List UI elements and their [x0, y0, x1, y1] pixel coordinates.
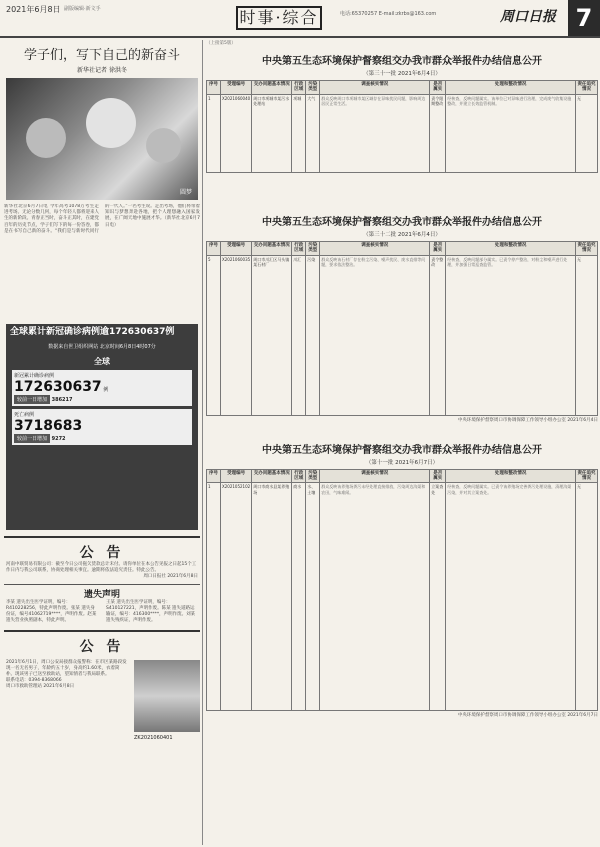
photo-id: ZK2021060401	[134, 735, 173, 741]
newspaper-logo: 周口日报	[500, 9, 556, 25]
announcement-2-footer: 中央环境保护督察周口市协调保障工作领导小组办公室 2021年6月4日	[457, 417, 598, 423]
cell-result: 经核查，反映问题属实。已责令该养殖场完善粪污处理设施，清理沟渠污染，并对其立案查处。	[446, 483, 576, 711]
person-photo	[134, 660, 200, 741]
cell-account: 无	[576, 94, 598, 172]
cell-true: 立案查处	[430, 483, 446, 711]
col-header: 交办问题基本情况	[252, 81, 292, 95]
announcement-1-table	[206, 80, 598, 173]
deaths-box	[12, 409, 192, 445]
cell-account: 无	[576, 255, 598, 415]
cell-area: 项城	[292, 94, 306, 172]
col-header: 调查核实情况	[320, 241, 430, 255]
notice-heading: 公 告	[4, 536, 200, 562]
covid-title: 全球累计新冠确诊病例逾172630637例	[10, 327, 175, 337]
col-header: 是否属实	[430, 241, 446, 255]
col-header: 受理编号	[221, 469, 252, 483]
photo-caption: 圆梦	[179, 189, 192, 196]
essay-author: 新华社记者 徐洪冬	[77, 67, 127, 74]
col-header: 责任追究情况	[577, 470, 596, 482]
cell-result: 经核查，反映问题部分属实。已责令停产整治，对粉尘和噪声进行处理，并加强日常巡查监管。	[446, 255, 576, 415]
cell-id: X2021052102	[221, 483, 252, 711]
col-header: 行政区域	[292, 81, 306, 95]
announcement-1-batch: （第三十一批 2021年6月4日）	[363, 71, 441, 77]
cell-problem: 群众反映周口市项城市某区域存在异味扰民问题，影响周边居民正常生活。	[320, 94, 430, 172]
col-header: 污染类型	[306, 241, 320, 255]
col-header: 责任追究情况	[577, 82, 596, 93]
announcement-2-table	[206, 241, 598, 416]
table-row	[207, 94, 598, 172]
cell-id: X2021060040	[221, 94, 252, 172]
left-column	[4, 40, 200, 845]
col-header: 污染类型	[306, 469, 320, 483]
deaths-count: 3718683	[14, 418, 83, 434]
cell-site: 周口市商水县某养殖场	[252, 483, 292, 711]
col-header: 污染类型	[306, 81, 320, 95]
cell-result: 经核查，反映问题属实。该单位已对异味进行治理，完成废气收集设施整改，并建立长效监管机制。	[446, 94, 576, 172]
col-header: 责任追究情况	[577, 242, 596, 254]
page-number: 7	[568, 0, 600, 36]
col-header: 处理和整改情况	[446, 241, 576, 255]
essay-photo	[6, 78, 198, 200]
announcement-2-title: 中央第五生态环境保护督察组交办我市群众举报件办结信息公开	[262, 216, 542, 228]
cell-problem: 群众反映该养殖场粪污未经处理直接排放，污染周边沟渠和农田，气味难闻。	[320, 483, 430, 711]
table-row	[207, 255, 598, 415]
cell-site: 周口市项城市某污水处理站	[252, 94, 292, 172]
deaths-label: 死亡病例	[14, 412, 35, 418]
cell-account: 无	[576, 483, 598, 711]
cell-true: 责令限期整改	[430, 94, 446, 172]
new-confirmed: 386217	[51, 397, 73, 403]
col-header: 序号	[207, 81, 221, 95]
cell-no: 1	[207, 94, 221, 172]
announcement-3-title: 中央第五生态环境保护督察组交办我市群众举报件办结信息公开	[262, 444, 542, 456]
col-header: 受理编号	[221, 81, 252, 95]
covid-global-label: 全球	[94, 357, 110, 366]
announcement-3-table	[206, 469, 598, 712]
cell-area: 川汇	[292, 255, 306, 415]
notice2-phone: 联系电话：0394-8368066	[6, 678, 62, 683]
continued-note: （上接第5版）	[206, 41, 236, 46]
covid-infographic	[6, 324, 198, 530]
editor-line: 副版编辑·新文手	[64, 6, 101, 12]
confirmed-box	[12, 370, 192, 406]
col-header: 是否属实	[430, 469, 446, 483]
cell-no: 1	[207, 483, 221, 711]
col-header: 是否属实	[430, 81, 446, 95]
notice2-heading: 公 告	[4, 630, 200, 656]
confirmed-unit: 例	[103, 387, 109, 393]
table-header-row	[207, 469, 598, 483]
col-header: 序号	[207, 469, 221, 483]
notice-signer: 周口日报社 2021年6月8日	[143, 574, 198, 579]
cell-type: 大气	[306, 94, 320, 172]
issue-date: 2021年6月8日	[6, 5, 61, 14]
announcement-3-footer: 中央环境保护督察周口市协调保障工作领导小组办公室 2021年6月7日	[457, 713, 598, 719]
right-column	[206, 40, 598, 845]
notice2-body: 2021年6月1日，周口公安局接群众报警称：在市区某路段发现一名无名男子，年龄约五十岁，身高约1.60米，衣着简朴。现该男子已送至救助站，望知情者与我局联系。	[6, 660, 127, 677]
cell-site: 周口市川汇区马头镇某石材厂	[252, 255, 292, 415]
essay-body: 新华社北京6月7日电 今年高考1078万考生走进考场。无论分数几何，每个年轻人都将迎来人生的新阶段。青春正当时，奋斗正其时，在建党百年的历史节点，学子们写下的每一份答卷，都是在书写自己新的奋斗。“我们是与新时代同行的一代人。”一名考生说。走出考场，他们将带着知识与梦想奔赴各地，把个人理想融入国家发展，在广阔天地中施展才华。（新华社北京6月7日电）	[4, 204, 200, 234]
col-header: 受理编号	[221, 241, 252, 255]
cell-area: 商水	[292, 483, 306, 711]
cell-id: X2021060035	[221, 255, 252, 415]
section-title: 时事·综合	[236, 6, 322, 30]
lost-columns	[4, 600, 200, 624]
lost-heading: 遗失声明	[4, 584, 200, 600]
cell-true: 责令整改	[430, 255, 446, 415]
cell-no: 5	[207, 255, 221, 415]
notice2-block	[4, 660, 200, 741]
col-header: 处理和整改情况	[446, 81, 576, 95]
contact-line: 电话:65370257 E-mail:zkrbs@163.com	[340, 11, 437, 17]
new-label: 较前一日增加	[14, 395, 50, 404]
announcement-2-batch: （第三十二批 2021年6月4日）	[363, 231, 441, 238]
announcement-1-title: 中央第五生态环境保护督察组交办我市群众举报件办结信息公开	[262, 56, 542, 67]
table-header-row	[207, 241, 598, 255]
col-header: 调查核实情况	[320, 81, 430, 95]
col-header: 处理和整改情况	[446, 469, 576, 483]
cell-type: 水、土壤	[306, 483, 320, 711]
notice2-signer: 周口市救助管理站 2021年6月8日	[6, 684, 75, 689]
essay-title: 学子们，写下自己的新奋斗	[23, 48, 180, 63]
col-header: 序号	[207, 241, 221, 255]
confirmed-label: 新冠累计确诊病例	[14, 373, 55, 379]
new-deaths-label: 较前一日增加	[14, 434, 50, 443]
table-row	[207, 483, 598, 711]
col-header: 调查核实情况	[320, 469, 430, 483]
page-header	[0, 0, 600, 38]
col-header: 行政区域	[292, 241, 306, 255]
col-header: 行政区域	[292, 469, 306, 483]
announcement-3-batch: （第十一批 2021年6月7日）	[365, 459, 439, 466]
cell-problem: 群众反映该石材厂存在粉尘污染、噪声扰民、废水直排等问题，要求依法整治。	[320, 255, 430, 415]
covid-subtitle: 数据来自世卫组织网站 北京时间6月8日4时07分	[48, 344, 156, 350]
notice-body: 河南中联贸易有限公司：截至今日公司拖欠货款总计未付。请你单位在本公告见报之日起15个工作日内与我公司联系，协商处理相关事宜。逾期将依法追究责任。特此公告。	[6, 562, 197, 573]
new-deaths: 9272	[51, 436, 66, 442]
col-header: 交办问题基本情况	[252, 469, 292, 483]
column-divider	[202, 40, 203, 845]
table-header-row	[207, 81, 598, 95]
lost-col-1: 李某 遗失出生医学证明，编号：R410228256，特此声明作废。张某 遗失身份证，编号41062719****，声明作废。赵某 遗失营业执照副本，特此声明。	[6, 600, 97, 623]
confirmed-count: 172630637	[14, 379, 102, 395]
col-header: 交办问题基本情况	[252, 241, 292, 255]
cell-type: 污染	[306, 255, 320, 415]
lost-col-2: 王某 遗失出生医学证明，编号：S410127221，声明作废。陈某 遗失道路运输证，编号：416300****，声明作废。刘某 遗失残疾证，声明作废。	[106, 600, 196, 623]
